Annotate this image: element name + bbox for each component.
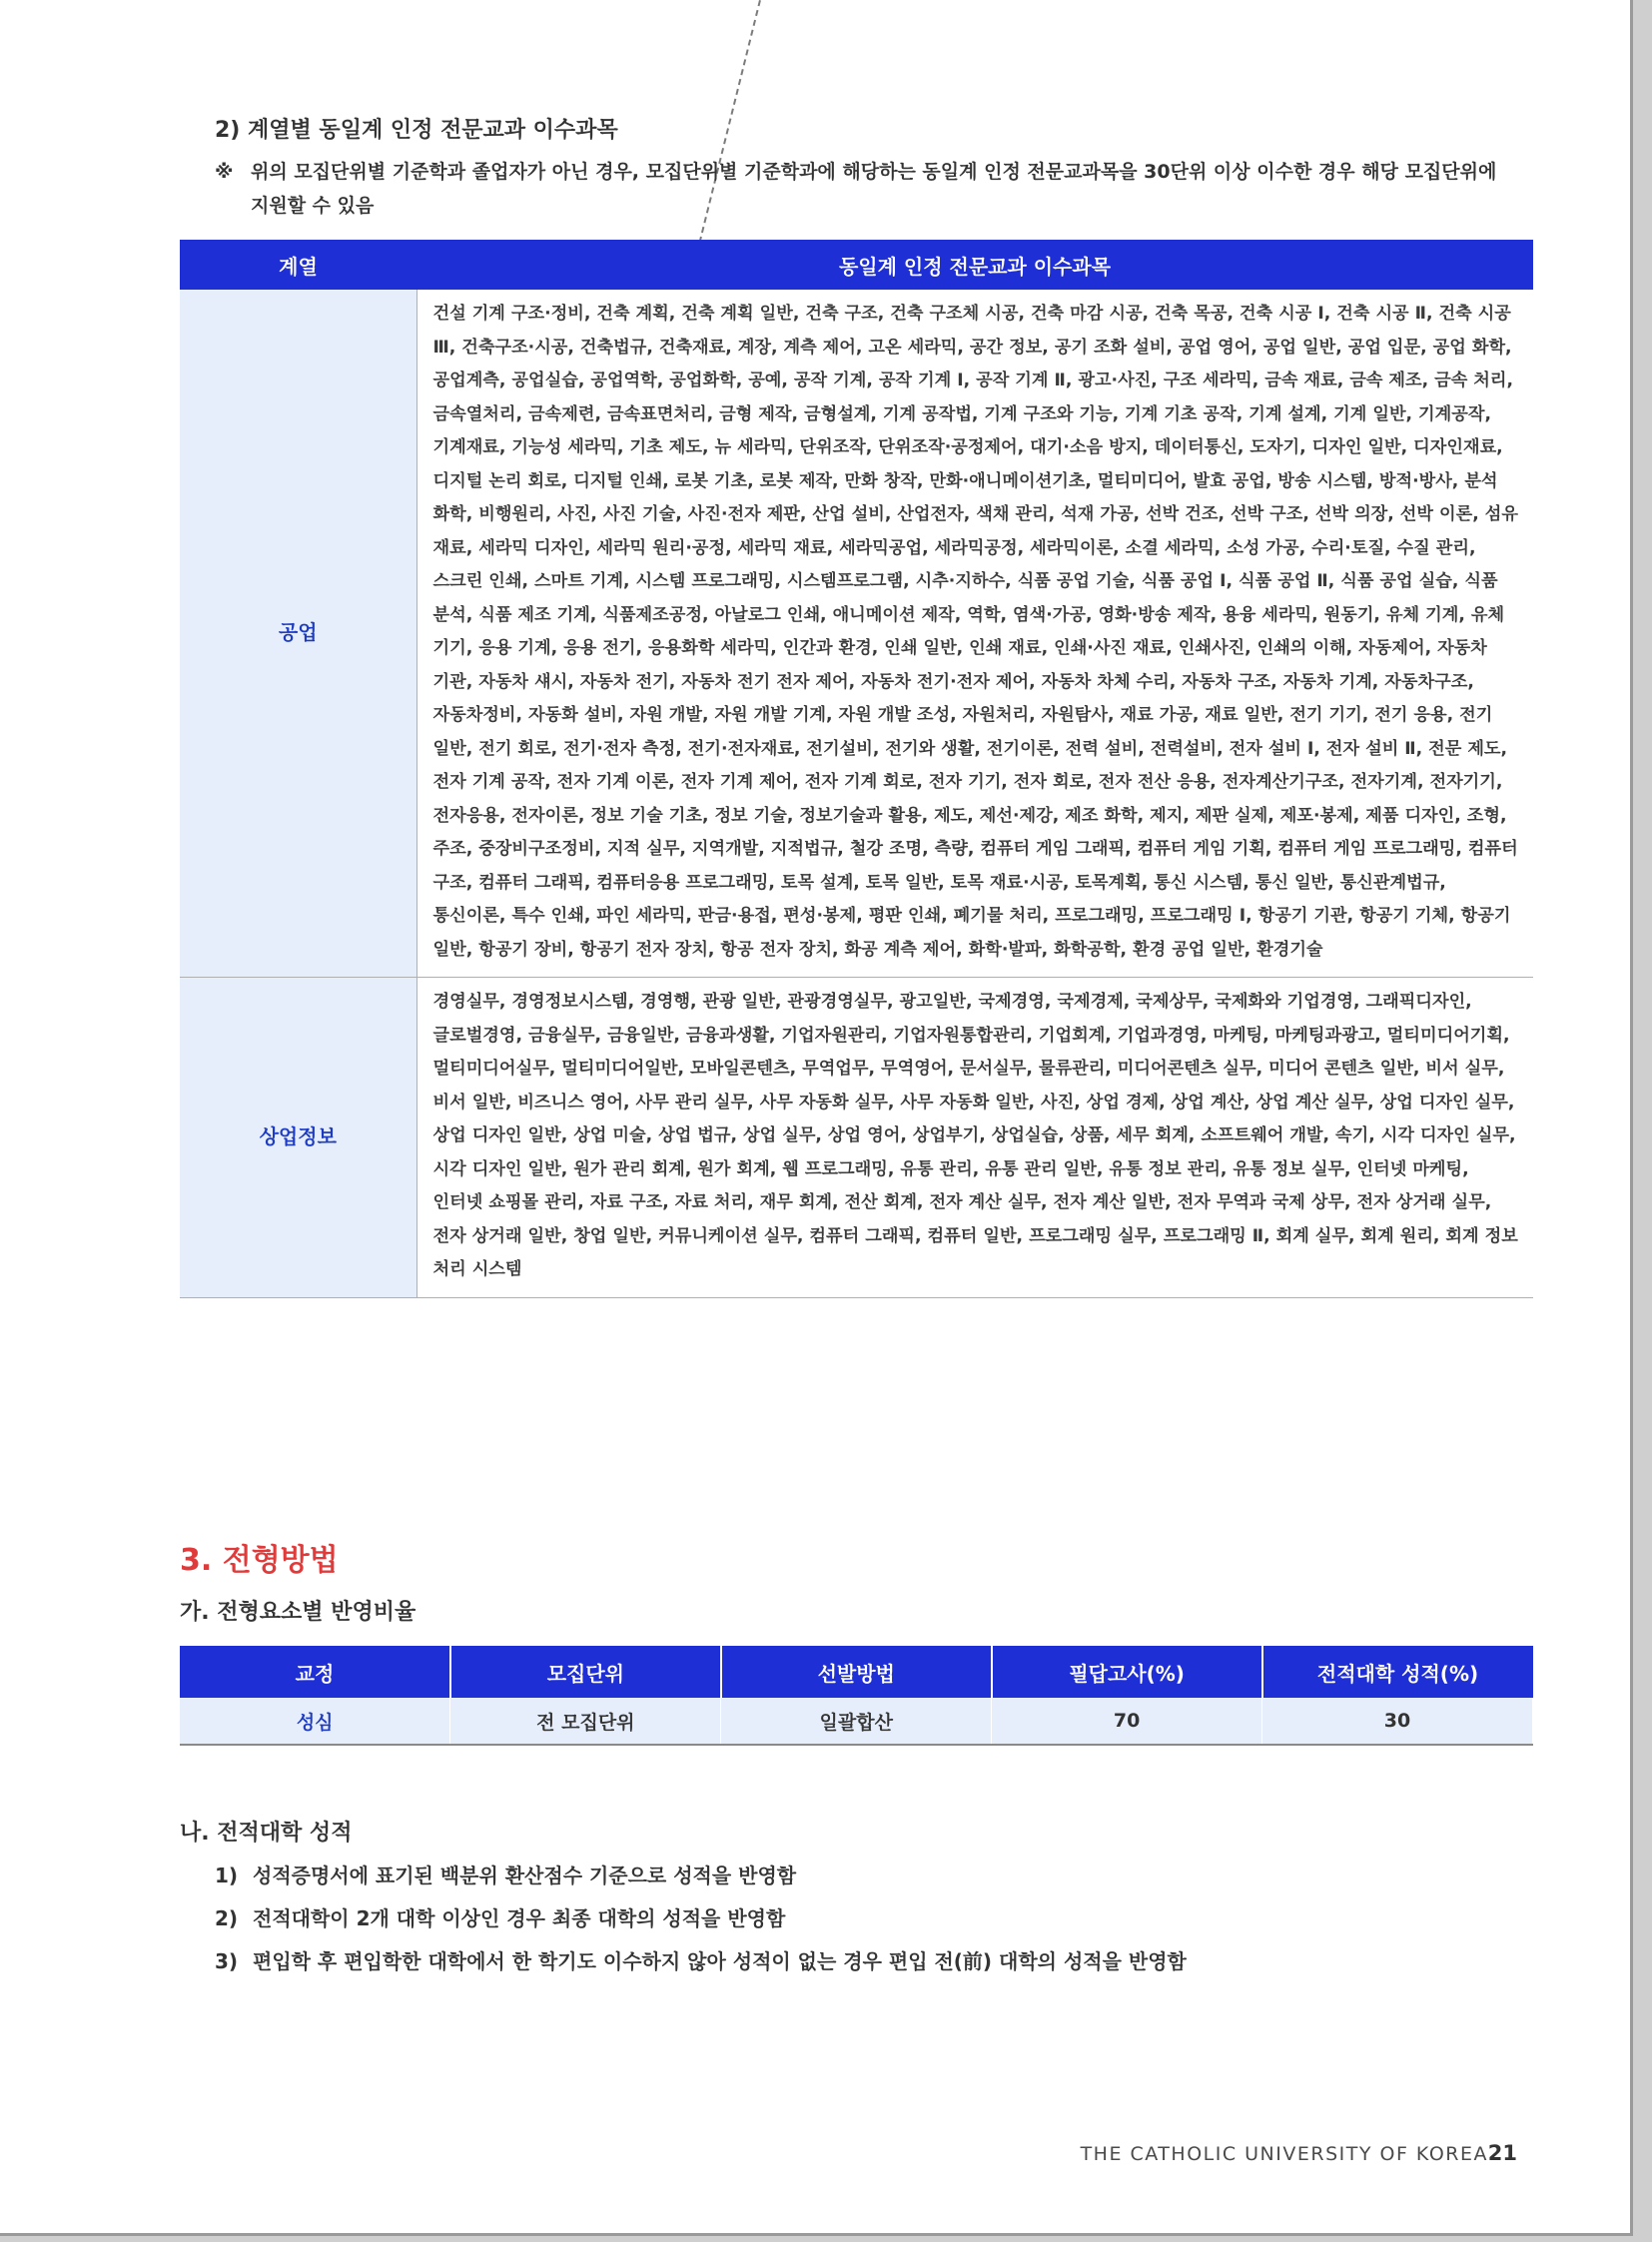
table-row	[180, 978, 1533, 1298]
list-item-text: 성적증명서에 표기된 백분위 환산점수 기준으로 성적을 반영함	[253, 1864, 797, 1887]
subsection-heading-ratio: 가. 전형요소별 반영비율	[180, 1600, 416, 1625]
cell-campus: 성심	[180, 1698, 450, 1745]
category-cell: 상업정보	[180, 978, 416, 1298]
header-prior-grades: 전적대학 성적(%)	[1262, 1646, 1533, 1698]
cell-unit: 전 모집단위	[450, 1698, 721, 1745]
header-subjects: 동일계 인정 전문교과 이수과목	[416, 240, 1533, 290]
subsection-heading-grades: 나. 전적대학 성적	[180, 1821, 353, 1846]
table-header-row	[180, 240, 1533, 290]
table-row	[180, 290, 1533, 978]
note-line-2: 지원할 수 있음	[251, 195, 375, 217]
grades-list	[215, 1855, 1533, 1983]
list-item-text: 편입학 후 편입학한 대학에서 한 학기도 이수하지 않아 성적이 없는 경우 편입 전(前) 대학의 성적을 반영함	[253, 1949, 1187, 1973]
cell-prior-grades: 30	[1262, 1698, 1533, 1745]
subjects-cell: 건설 기계 구조·정비, 건축 계획, 건축 계획 일반, 건축 구조, 건축 구조체 시공, 건축 마감 시공, 건축 목공, 건축 시공 Ⅰ, 건축 시공 Ⅱ, 건축 시공 Ⅲ, 건축구조·시공, 건축법규, 건축재료, 계장, 계측 제어, 고온 세라믹, 공간 정보, 공기 조화 설비, 공업 영어, 공업 일반, 공업 입문, 공업 화학, 공업계측, 공업실습, 공업역학, 공업화학, 공예, 공작 기계, 공작 기계 Ⅰ, 공작 기계 Ⅱ, 광고·사진, 구조 세라믹, 금속 재료, 금속 제조, 금속 처리, 금속열처리, 금속제련, 금속표면처리, 금형 제작, 금형설계, 기계 공작법, 기계 구조와 기능, 기계 기초 공작, 기계 설계, 기계 일반, 기계공작, 기계재료, 기능성 세라믹, 기초 제도, 뉴 세라믹, 단위조작, 단위조작·공정제어, 대기·소음 방지, 데이터통신, 도자기, 디자인 일반, 디자인재료, 디지털 논리 회로, 디지털 인쇄, 로봇 기초, 로봇 제작, 만화 창작, 만화·애니메이션기초, 멀티미디어, 발효 공업, 방송 시스템, 방적·방사, 분석 화학, 비행원리, 사진, 사진 기술, 사진·전자 제판, 산업 설비, 산업전자, 색채 관리, 석재 가공, 선박 건조, 선박 구조, 선박 의장, 선박 이론, 섬유 재료, 세라믹 디자인, 세라믹 원리·공정, 세라믹 재료, 세라믹공업, 세라믹공정, 세라믹이론, 소결 세라믹, 소성 가공, 수리·토질, 수질 관리, 스크린 인쇄, 스마트 기계, 시스템 프로그래밍, 시스템프로그램, 시추·지하수, 식품 공업 기술, 식품 공업 Ⅰ, 식품 공업 Ⅱ, 식품 공업 실습, 식품 분석, 식품 제조 기계, 식품제조공정, 아날로그 인쇄, 애니메이션 제작, 역학, 염색·가공, 영화·방송 제작, 용융 세라믹, 원동기, 유체 기계, 유체 기기, 응용 기계, 응용 전기, 응용화학 세라믹, 인간과 환경, 인쇄 일반, 인쇄 재료, 인쇄·사진 재료, 인쇄사진, 인쇄의 이해, 자동제어, 자동차 기관, 자동차 섀시, 자동차 전기, 자동차 전기 전자 제어, 자동차 전기·전자 제어, 자동차 차체 수리, 자동차 구조, 자동차 기계, 자동차구조, 자동차정비, 자동화 설비, 자원 개발, 자원 개발 기계, 자원 개발 조성, 자원처리, 자원탐사, 재료 가공, 재료 일반, 전기 기기, 전기 응용, 전기 일반, 전기 회로, 전기·전자 측정, 전기·전자재료, 전기설비, 전기와 생활, 전기이론, 전력 설비, 전력설비, 전자 설비 Ⅰ, 전자 설비 Ⅱ, 전문 제도, 전자 기계 공작, 전자 기계 이론, 전자 기계 제어, 전자 기계 회로, 전자 기기, 전자 회로, 전자 전산 응용, 전자계산기구조, 전자기계, 전자기기, 전자응용, 전자이론, 정보 기술 기초, 정보 기술, 정보기술과 활용, 제도, 제선·제강, 제조 화학, 제지, 제판 실제, 제포·봉제, 제품 디자인, 조형, 주조, 중장비구조정비, 지적 실무, 지역개발, 지적법규, 철강 조명, 측량, 컴퓨터 게임 그래픽, 컴퓨터 게임 기획, 컴퓨터 게임 프로그래밍, 컴퓨터 구조, 컴퓨터 그래픽, 컴퓨터응용 프로그래밍, 토목 설계, 토목 일반, 토목 재료·시공, 토목계획, 통신 시스템, 통신 일반, 통신관계법규, 통신이론, 특수 인쇄, 파인 세라믹, 판금·용접, 편성·봉제, 평판 인쇄, 폐기물 처리, 프로그래밍, 프로그래밍 Ⅰ, 항공기 기관, 항공기 기체, 항공기 일반, 항공기 장비, 항공기 전자 장치, 항공 전자 장치, 화공 계측 제어, 화학·발파, 화학공학, 환경 공업 일반, 환경기술	[416, 290, 1533, 978]
table-header-row	[180, 1646, 1533, 1698]
note-line-1: 위의 모집단위별 기준학과 졸업자가 아닌 경우, 모집단위별 기준학과에 해당하는 동일계 인정 전문교과목을 30단위 이상 이수한 경우 해당 모집단위에	[251, 161, 1497, 183]
list-item	[215, 1940, 1533, 1983]
ratio-table	[180, 1646, 1533, 1746]
list-item-number: 3)	[215, 1949, 239, 1973]
header-unit: 모집단위	[450, 1646, 721, 1698]
cell-method: 일괄합산	[721, 1698, 992, 1745]
eligibility-note	[215, 155, 1543, 223]
page-number: 21	[1487, 2141, 1517, 2165]
footer-university: THE CATHOLIC UNIVERSITY OF KOREA	[1080, 2143, 1488, 2165]
list-item	[215, 1897, 1533, 1940]
header-campus: 교정	[180, 1646, 450, 1698]
subsection-heading: 2) 계열별 동일계 인정 전문교과 이수과목	[215, 118, 618, 143]
category-cell: 공업	[180, 290, 416, 978]
section-title: 3. 전형방법	[180, 1543, 339, 1578]
list-item-number: 1)	[215, 1864, 239, 1887]
list-item-number: 2)	[215, 1906, 239, 1930]
subjects-cell: 경영실무, 경영정보시스템, 경영행, 관광 일반, 관광경영실무, 광고일반, 국제경영, 국제경제, 국제상무, 국제화와 기업경영, 그래픽디자인, 글로벌경영, 금융실무, 금융일반, 금융과생활, 기업자원관리, 기업자원통합관리, 기업회계, 기업과경영, 마케팅, 마케팅과광고, 멀티미디어기획, 멀티미디어실무, 멀티미디어일반, 모바일콘텐츠, 무역업무, 무역영어, 문서실무, 물류관리, 미디어콘텐츠 실무, 미디어 콘텐츠 일반, 비서 실무, 비서 일반, 비즈니스 영어, 사무 관리 실무, 사무 자동화 실무, 사무 자동화 일반, 사진, 상업 경제, 상업 계산, 상업 계산 실무, 상업 디자인 실무, 상업 디자인 일반, 상업 미술, 상업 법규, 상업 실무, 상업 영어, 상업부기, 상업실습, 상품, 세무 회계, 소프트웨어 개발, 속기, 시각 디자인 실무, 시각 디자인 일반, 원가 관리 회계, 원가 회계, 웹 프로그래밍, 유통 관리, 유통 관리 일반, 유통 정보 관리, 유통 정보 실무, 인터넷 마케팅, 인터넷 쇼핑몰 관리, 자료 구조, 자료 처리, 재무 회계, 전산 회계, 전자 계산 실무, 전자 계산 일반, 전자 무역과 국제 상무, 전자 상거래 실무, 전자 상거래 일반, 창업 일반, 커뮤니케이션 실무, 컴퓨터 그래픽, 컴퓨터 일반, 프로그래밍 실무, 프로그래밍 Ⅱ, 회계 실무, 회계 원리, 회계 정보 처리 시스템	[416, 978, 1533, 1298]
list-item-text: 전적대학이 2개 대학 이상인 경우 최종 대학의 성적을 반영함	[253, 1906, 786, 1930]
related-subjects-table	[180, 240, 1533, 1298]
header-category: 계열	[180, 240, 416, 290]
table-row	[180, 1698, 1533, 1745]
cell-written-exam: 70	[992, 1698, 1262, 1745]
header-method: 선발방법	[721, 1646, 992, 1698]
list-item	[215, 1855, 1533, 1897]
note-mark: ※	[215, 161, 234, 183]
header-written-exam: 필답고사(%)	[992, 1646, 1262, 1698]
